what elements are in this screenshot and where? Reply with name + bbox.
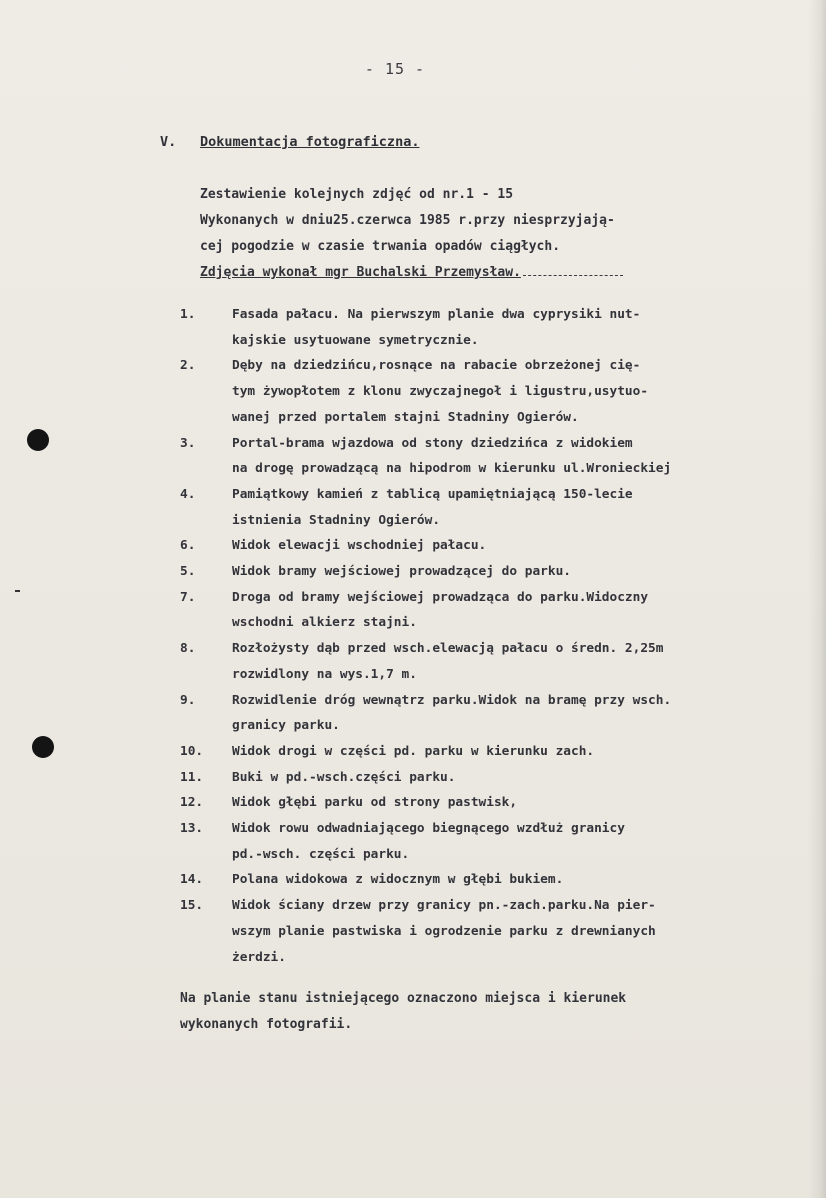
punch-hole [32,736,54,758]
intro-line: cej pogodzie w czasie trwania opadów ciągłych. [200,239,561,254]
section-number: V. [160,134,177,150]
item-text: Widok drogi w części pd. parku w kierunku zach. [232,743,595,759]
page-edge-shadow [808,0,826,1198]
item-number: 2. [180,358,196,374]
list-item [180,302,790,353]
item-number: 5. [180,564,196,580]
list-item [180,431,790,482]
list-item [180,893,790,970]
section-heading [160,134,419,150]
section-title: Dokumentacja fotograficzna. [200,134,420,150]
item-text: Widok rowu odwadniającego biegnącego wzdłuż granicy pd.-wsch. części parku. [232,821,625,862]
closing-note-line: wykonanych fotografii. [180,1017,353,1032]
list-item [180,739,790,765]
item-number: 6. [180,538,196,554]
photo-list [180,302,790,970]
intro-line: Wykonanych w dniu25.czerwca 1985 r.przy niesprzyjają- [200,213,615,228]
list-item [180,585,790,636]
list-item [180,353,790,430]
item-number: 7. [180,589,196,605]
item-text: Pamiątkowy kamień z tablicą upamiętniającą 150-lecie istnienia Stadniny Ogierów. [232,486,633,528]
photo-author: Zdjęcia wykonał mgr Buchalski Przemysław. [200,265,521,280]
item-number: 1. [180,307,196,322]
item-number: 4. [180,486,196,502]
list-item [180,533,790,559]
item-text: Portal-brama wjazdowa od stony dziedzińca z widokiem na drogę prowadzącą na hipodrom w kierunku ul.Wronieckiej [232,435,672,477]
item-text: Widok ściany drzew przy granicy pn.-zach.parku.Na pier- wszym planie pastwiska i ogrodzenie parku z drewnianych żerdzi. [232,898,656,965]
closing-note-line: Na planie stanu istniejącego oznaczono miejsca i kierunek [180,991,627,1006]
item-number: 14. [180,872,204,888]
margin-mark [15,590,20,592]
page-number: - 15 - [364,60,426,78]
item-text: Rozwidlenie dróg wewnątrz parku.Widok na bramę przy wsch. granicy parku. [232,692,672,734]
dashed-underline [523,262,623,276]
item-number: 3. [180,435,196,451]
item-number: 9. [180,692,196,708]
item-text: Fasada pałacu. Na pierwszym planie dwa cyprysiki nut- kajskie usytuowane symetrycznie. [232,307,641,348]
list-item [180,765,790,791]
item-number: 15. [180,898,204,914]
list-item [180,559,790,585]
item-number: 11. [180,769,204,785]
item-text: Rozłożysty dąb przed wsch.elewacją pałacu o średn. 2,25m rozwidlony na wys.1,7 m. [232,641,664,682]
intro-paragraph [200,182,760,286]
item-text: Dęby na dziedzińcu,rosnące na rabacie obrzeżonej cię- tym żywopłotem z klonu zwyczajnegoł i ligustru,usytuo- wanej przed portalem stajni Stadniny Ogierów. [232,358,649,425]
item-text: Widok bramy wejściowej prowadzącej do parku. [232,564,571,580]
punch-hole [27,429,49,451]
item-text: Widok głębi parku od strony pastwisk, [232,795,518,811]
item-text: Droga od bramy wejściowej prowadząca do parku.Widoczny wschodni alkierz stajni. [232,589,649,631]
item-number: 12. [180,795,204,811]
item-text: Polana widokowa z widocznym w głębi bukiem. [232,872,564,888]
list-item [180,688,790,739]
list-item [180,816,790,867]
closing-note [180,986,780,1038]
item-number: 10. [180,743,204,759]
intro-line: Zestawienie kolejnych zdjęć od nr.1 - 15 [200,187,514,202]
list-item [180,636,790,687]
item-text: Widok elewacji wschodniej pałacu. [232,538,487,554]
list-item [180,867,790,893]
list-item [180,482,790,533]
item-number: 8. [180,641,196,657]
intro-author-line [200,260,760,286]
item-text: Buki w pd.-wsch.części parku. [232,769,456,785]
item-number: 13. [180,821,204,837]
list-item [180,790,790,816]
